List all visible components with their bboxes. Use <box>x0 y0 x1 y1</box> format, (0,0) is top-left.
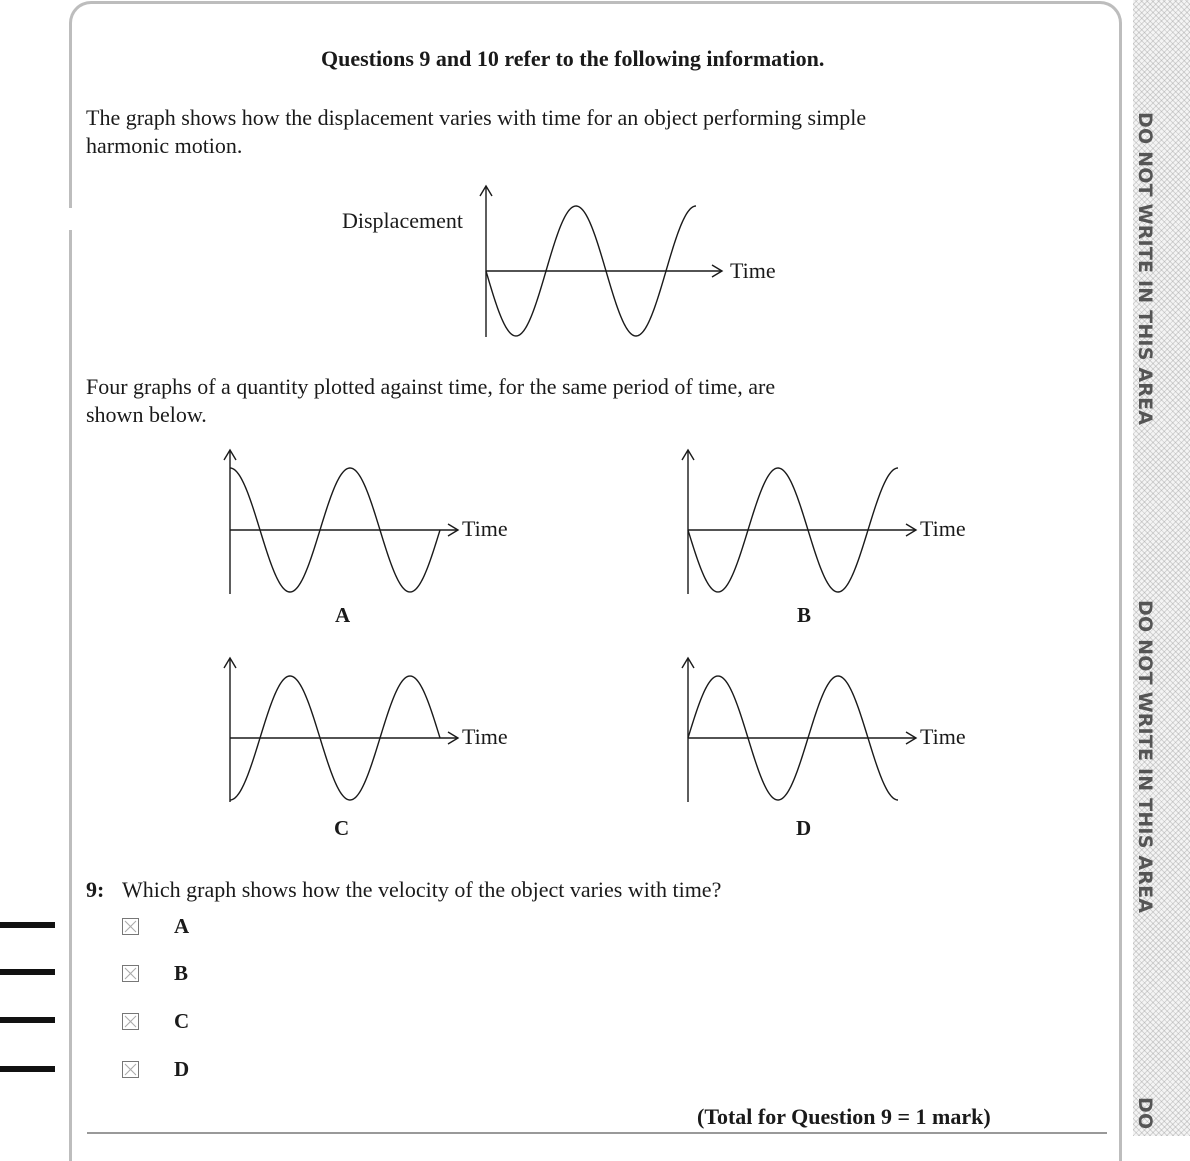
option-a-label: A <box>174 914 190 938</box>
option-c-label: C <box>174 1009 190 1033</box>
option-c-checkbox[interactable] <box>122 1013 139 1030</box>
option-d-label: D <box>174 1057 190 1081</box>
registration-mark <box>0 922 55 928</box>
graph-b <box>682 446 922 596</box>
bottom-rule <box>87 1132 1107 1134</box>
question-text: Which graph shows how the velocity of the object varies with time? <box>122 877 722 902</box>
graph-b-time-label: Time <box>920 516 966 541</box>
option-b-label: B <box>174 961 189 985</box>
graph-a-letter: A <box>335 603 351 627</box>
question-total: (Total for Question 9 = 1 mark) <box>697 1104 991 1129</box>
option-d-checkbox[interactable] <box>122 1061 139 1078</box>
cross-icon <box>123 966 138 981</box>
cross-icon <box>123 1062 138 1077</box>
graph-c-letter: C <box>334 816 350 840</box>
option-b-checkbox[interactable] <box>122 965 139 982</box>
second-line-1: Four graphs of a quantity plotted against time, for the same period of time, are <box>86 374 776 399</box>
graph-c <box>224 654 464 804</box>
second-line-2: shown below. <box>86 402 207 427</box>
graph-d-time-label: Time <box>920 724 966 749</box>
main-time-label: Time <box>730 258 776 283</box>
cross-icon <box>123 919 138 934</box>
question-number: 9: <box>86 877 105 902</box>
frame-gap <box>66 208 74 230</box>
registration-mark <box>0 1066 55 1072</box>
registration-mark <box>0 969 55 975</box>
intro-line-2: harmonic motion. <box>86 133 243 158</box>
registration-mark <box>0 1017 55 1023</box>
graph-c-time-label: Time <box>462 724 508 749</box>
graph-d-letter: D <box>796 816 812 840</box>
displacement-axis-label: Displacement <box>342 208 463 233</box>
cross-icon <box>123 1014 138 1029</box>
graph-b-letter: B <box>797 603 812 627</box>
graph-d <box>682 654 922 804</box>
graph-a <box>224 446 464 596</box>
intro-line-1: The graph shows how the displacement varies with time for an object performing simple <box>86 105 867 130</box>
displacement-graph <box>480 182 730 342</box>
option-a-checkbox[interactable] <box>122 918 139 935</box>
section-heading: Questions 9 and 10 refer to the following information. <box>321 46 825 71</box>
graph-a-time-label: Time <box>462 516 508 541</box>
